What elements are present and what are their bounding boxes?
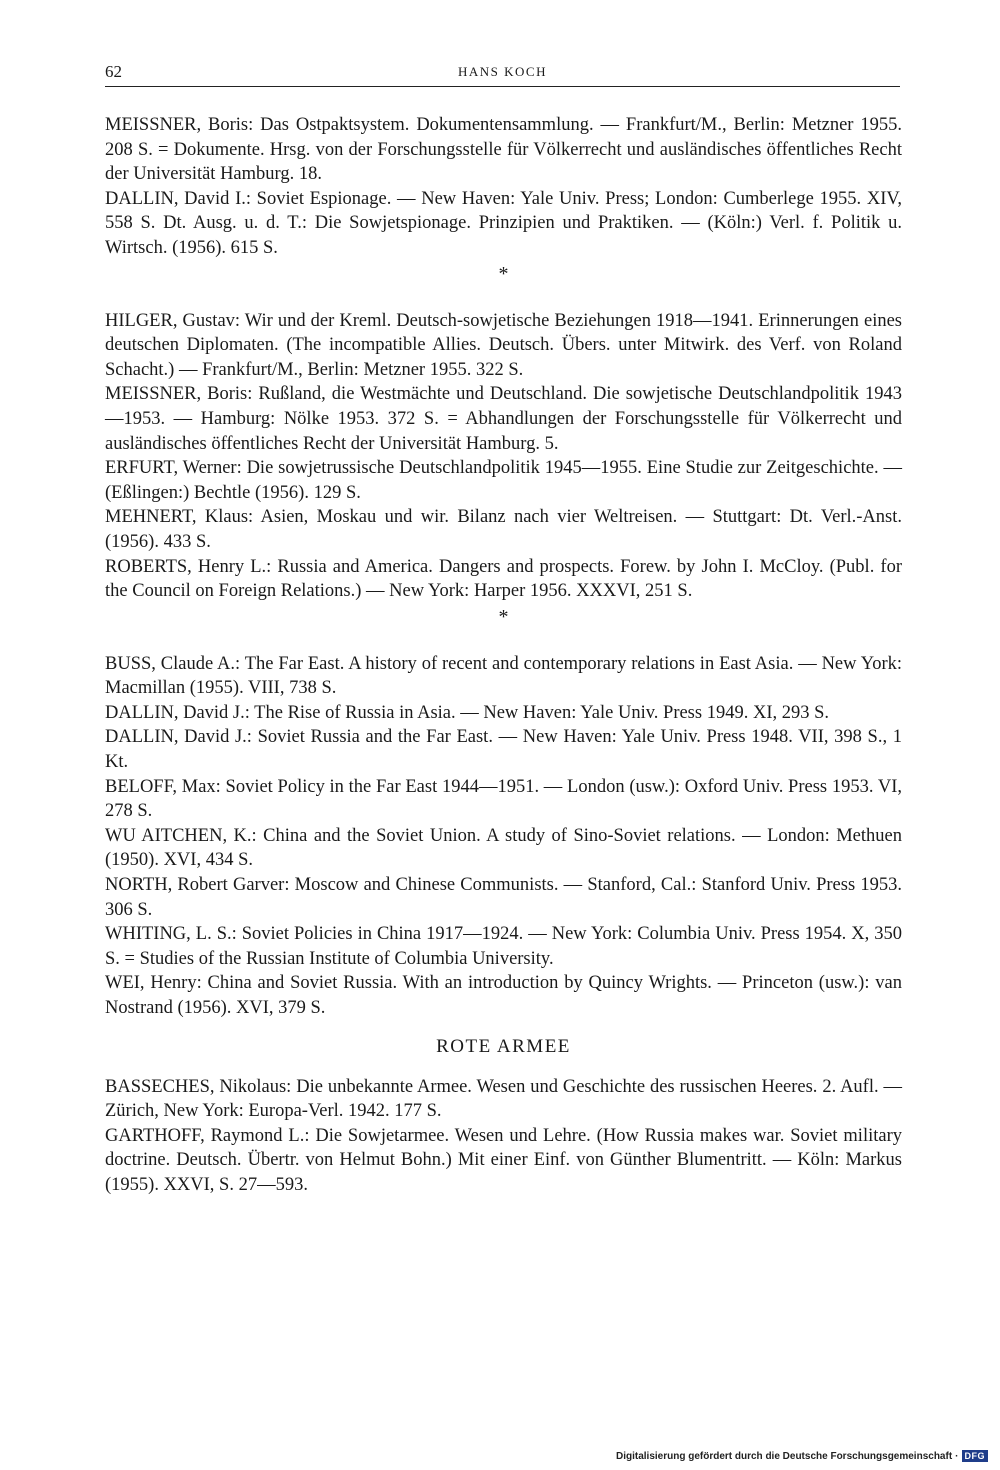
dfg-logo-icon: DFG bbox=[962, 1450, 989, 1462]
bibliography-entry: ROBERTS, Henry L.: Russia and America. Dangers and prospects. Forew. by John I. McCloy. (Publ. for the Council on Foreign Relations.) — New York: Harper 1956. XXXVI, 251 S. bbox=[105, 556, 902, 602]
section-heading: ROTE ARMEE bbox=[436, 1035, 571, 1057]
bibliography-entry: NORTH, Robert Garver: Moscow and Chinese Communists. — Stanford, Cal.: Stanford Univ. Press 1953. 306 S. bbox=[105, 875, 902, 920]
bibliography-entry: DALLIN, David J.: Soviet Russia and the Far East. — New Haven: Yale Univ. Press 1948. VII, 398 S., 1 Kt. bbox=[105, 727, 902, 773]
bibliography-entry: MEISSNER, Boris: Rußland, die Westmächte und Deutschland. Die sowjetische Deutschlandpolitik 1943—1953. — Hamburg: Nölke 1953. 372 S. = Abhandlungen der Forschungsstelle für Völkerrecht und ausländisches öffentliches Recht der Universität Hamburg. 5. bbox=[105, 384, 902, 454]
bibliography-entry: WU AITCHEN, K.: China and the Soviet Union. A study of Sino-Soviet relations. — London: Methuen (1950). XVI, 434 S. bbox=[105, 825, 902, 871]
running-head: HANS KOCH bbox=[458, 64, 547, 79]
bibliography-entry: MEISSNER, Boris: Das Ostpaktsystem. Dokumentensammlung. — Frankfurt/M., Berlin: Metzner 1955. 208 S. = Dokumente. Hrsg. von der Forschungsstelle für Völkerrecht und ausländisches öffentliches Recht der Universität Hamburg. 18. bbox=[105, 115, 902, 185]
bibliography-entry: GARTHOFF, Raymond L.: Die Sowjetarmee. Wesen und Lehre. (How Russia makes war. Soviet military doctrine. Deutsch. Übertr. von Helmut Bohn.) Mit einer Einf. von Günther Blumentritt. — Köln: Markus (1955). XXVI, S. 27—593. bbox=[105, 1125, 902, 1195]
bibliography-entry: BELOFF, Max: Soviet Policy in the Far East 1944—1951. — London (usw.): Oxford Univ. Press 1953. VI, 278 S. bbox=[105, 776, 902, 822]
bibliography-entry: HILGER, Gustav: Wir und der Kreml. Deutsch-sowjetische Beziehungen 1918—1941. Erinnerungen eines deutschen Diplomaten. (The incompatible Allies. Deutsch. Übers. unter Mitwirk. des Verf. von Roland Schacht.) — Frankfurt/M., Berlin: Metzner 1955. 322 S. bbox=[105, 310, 902, 380]
asterisk-divider: * bbox=[498, 605, 509, 628]
page-header bbox=[105, 62, 900, 87]
bibliography-entry: ERFURT, Werner: Die sowjetrussische Deutschlandpolitik 1945—1955. Eine Studie zur Zeitgeschichte. — (Eßlingen:) Bechtle (1956). 129 S. bbox=[105, 458, 902, 503]
bibliography-entry: DALLIN, David J.: The Rise of Russia in Asia. — New Haven: Yale Univ. Press 1949. XI, 293 S. bbox=[105, 702, 830, 723]
bibliography-entry: BUSS, Claude A.: The Far East. A history of recent and contemporary relations in East Asia. — New York: Macmillan (1955). VIII, 738 S. bbox=[105, 653, 902, 699]
footer-separator: · bbox=[955, 1450, 959, 1462]
bibliography-entry: WEI, Henry: China and Soviet Russia. With an introduction by Quincy Wrights. — Princeton (usw.): van Nostrand (1956). XVI, 379 S. bbox=[105, 973, 902, 1018]
digitization-footer bbox=[616, 1450, 988, 1462]
bibliography-body bbox=[105, 113, 902, 1198]
bibliography-entry: WHITING, L. S.: Soviet Policies in China 1917—1924. — New York: Columbia Univ. Press 1954. X, 350 S. = Studies of the Russian Institute of Columbia University. bbox=[105, 924, 902, 969]
bibliography-entry: DALLIN, David I.: Soviet Espionage. — New Haven: Yale Univ. Press; London: Cumberlege 1955. XIV, 558 S. Dt. Ausg. u. d. T.: Die Sowjetspionage. Prinzipien und Praktiken. — (Köln:) Verl. f. Politik u. Wirtsch. (1956). 615 S. bbox=[105, 188, 902, 258]
page-number: 62 bbox=[105, 62, 122, 81]
asterisk-divider: * bbox=[498, 262, 509, 285]
bibliography-entry: BASSECHES, Nikolaus: Die unbekannte Armee. Wesen und Geschichte des russischen Heeres. 2. Aufl. — Zürich, New York: Europa-Verl. 1942. 177 S. bbox=[105, 1076, 902, 1122]
footer-text: Digitalisierung gefördert durch die Deutsche Forschungsgemeinschaft bbox=[615, 1450, 953, 1462]
bibliography-entry: MEHNERT, Klaus: Asien, Moskau und wir. Bilanz nach vier Weltreisen. — Stuttgart: Dt. Verl.-Anst. (1956). 433 S. bbox=[105, 507, 902, 552]
